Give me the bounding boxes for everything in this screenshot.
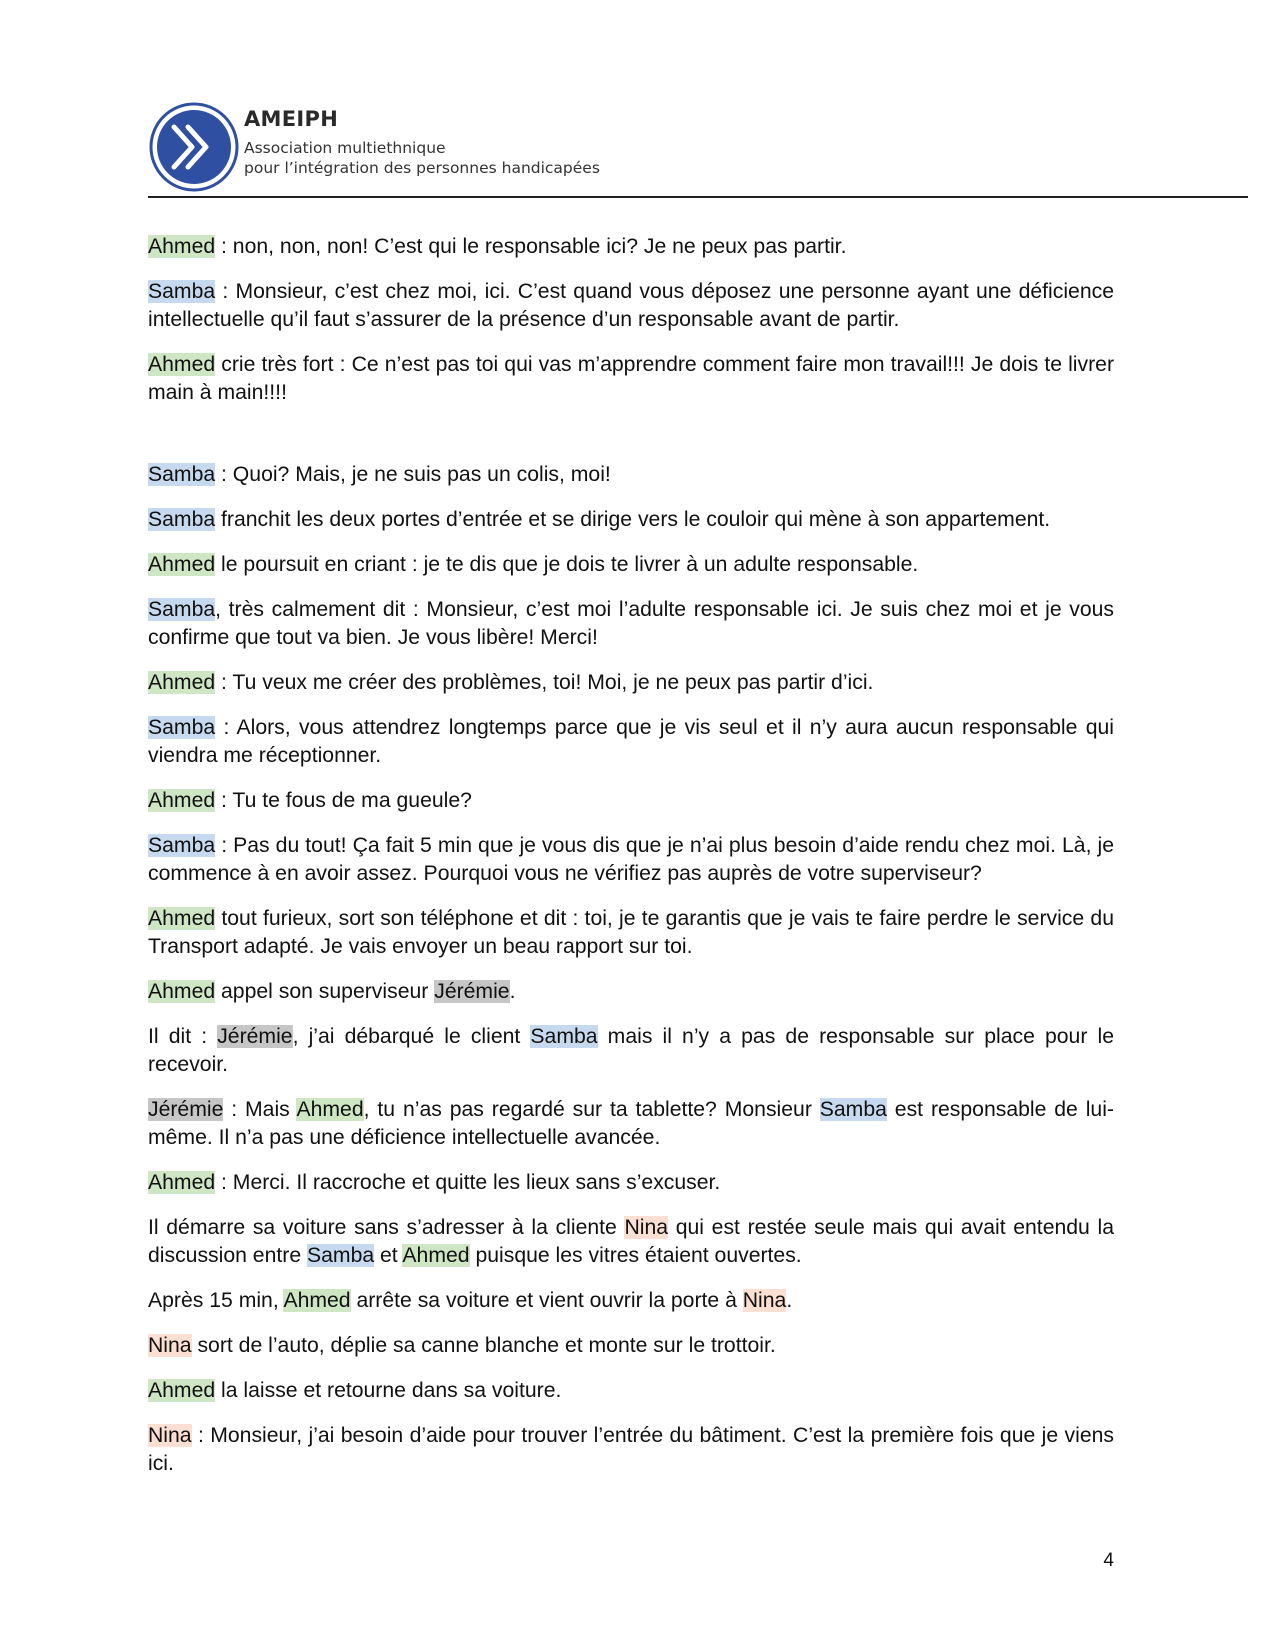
speaker-name-ahmed: Ahmed <box>148 789 216 812</box>
speaker-name-ahmed: Ahmed <box>148 1379 216 1402</box>
dialogue-text: : Alors, vous attendrez longtemps parce que je vis seul et il n’y aura aucun responsable qui viendra me réceptionner. <box>148 716 1114 767</box>
speaker-name-ahmed: Ahmed <box>148 1171 216 1194</box>
dialogue-text: Après 15 min, <box>148 1289 284 1312</box>
speaker-name-ahmed: Ahmed <box>402 1244 470 1267</box>
dialogue-text: : Monsieur, c’est chez moi, ici. C’est quand vous déposez une personne ayant une déficience intellectuelle qu’il faut s’assurer de la présence d’un responsable avant de partir. <box>148 280 1114 331</box>
header-divider <box>148 196 1248 198</box>
speaker-name-ahmed: Ahmed <box>148 907 216 930</box>
dialogue-text: : non, non, non! C’est qui le responsable ici? Je ne peux pas partir. <box>215 235 847 258</box>
speaker-name-ahmed: Ahmed <box>148 980 216 1003</box>
speaker-name-samba: Samba <box>148 834 216 857</box>
dialogue-text: crie très fort : Ce n’est pas toi qui vas m’apprendre comment faire mon travail!!! Je dois te livrer main à main!!!! <box>148 353 1114 404</box>
speaker-name-nina: Nina <box>148 1334 192 1357</box>
org-tagline-line-2: pour l’intégration des personnes handicapées <box>244 159 600 177</box>
speaker-name-jeremie: Jérémie <box>148 1098 224 1121</box>
speaker-name-jeremie: Jérémie <box>434 980 510 1003</box>
dialogue-paragraph <box>148 669 1114 697</box>
speaker-name-samba: Samba <box>819 1098 887 1121</box>
dialogue-paragraph <box>148 1332 1114 1360</box>
dialogue-text: , tu n’as pas regardé sur ta tablette? Monsieur <box>363 1098 820 1121</box>
speaker-name-samba: Samba <box>148 280 216 303</box>
dialogue-text: qui est restée seule mais qui avait entendu la discussion entre <box>148 1216 1114 1267</box>
dialogue-text: et <box>374 1244 403 1267</box>
dialogue-text: tout furieux, sort son téléphone et dit : toi, je te garantis que je vais te faire perdre le service du Transport adapté. Je vais envoyer un beau rapport sur toi. <box>148 907 1114 958</box>
dialogue-paragraph <box>148 832 1114 888</box>
org-name: AMEIPH <box>244 107 339 131</box>
speaker-name-samba: Samba <box>148 463 216 486</box>
speaker-name-jeremie: Jérémie <box>217 1025 293 1048</box>
dialogue-paragraph <box>148 1023 1114 1079</box>
page-number: 4 <box>1103 1550 1114 1571</box>
dialogue-text: le poursuit en criant : je te dis que je dois te livrer à un adulte responsable. <box>215 553 919 576</box>
dialogue-text: puisque les vitres étaient ouvertes. <box>469 1244 802 1267</box>
dialogue-text: : Tu veux me créer des problèmes, toi! Moi, je ne peux pas partir d’ici. <box>215 671 874 694</box>
speaker-name-ahmed: Ahmed <box>148 353 216 376</box>
dialogue-paragraph <box>148 351 1114 407</box>
dialogue-text: : Quoi? Mais, je ne suis pas un colis, moi! <box>215 463 611 486</box>
speaker-name-samba: Samba <box>530 1025 598 1048</box>
dialogue-text: arrête sa voiture et vient ouvrir la porte à <box>350 1289 743 1312</box>
dialogue-text: : Tu te fous de ma gueule? <box>215 789 472 812</box>
dialogue-text: franchit les deux portes d’entrée et se dirige vers le couloir qui mène à son appartement. <box>215 508 1051 531</box>
speaker-name-samba: Samba <box>148 716 216 739</box>
dialogue-text: mais il n’y a pas de responsable sur place pour le recevoir. <box>148 1025 1114 1076</box>
dialogue-text: : Merci. Il raccroche et quitte les lieux sans s’excuser. <box>215 1171 721 1194</box>
dialogue-text: Il démarre sa voiture sans s’adresser à la cliente <box>148 1216 625 1239</box>
dialogue-paragraph <box>148 1169 1114 1197</box>
dialogue-paragraph <box>148 714 1114 770</box>
page-header <box>148 101 1248 201</box>
speaker-name-samba: Samba <box>148 508 216 531</box>
dialogue-paragraph <box>148 1096 1114 1152</box>
dialogue-text: . <box>509 980 516 1003</box>
dialogue-paragraph <box>148 787 1114 815</box>
dialogue-paragraph <box>148 596 1114 652</box>
dialogue-paragraph <box>148 1214 1114 1270</box>
dialogue-text: : Mais <box>223 1098 297 1121</box>
speaker-name-ahmed: Ahmed <box>283 1289 351 1312</box>
speaker-name-ahmed: Ahmed <box>148 671 216 694</box>
dialogue-paragraph <box>148 905 1114 961</box>
dialogue-body <box>148 233 1114 1495</box>
speaker-name-ahmed: Ahmed <box>148 553 216 576</box>
speaker-name-nina: Nina <box>624 1216 669 1239</box>
dialogue-paragraph <box>148 461 1114 489</box>
dialogue-text: , très calmement dit : Monsieur, c’est moi l’adulte responsable ici. Je suis chez moi et je vous confirme que tout va bien. Je vous libère! Merci! <box>148 598 1114 649</box>
dialogue-text: appel son superviseur <box>215 980 435 1003</box>
speaker-name-ahmed: Ahmed <box>148 235 216 258</box>
dialogue-text: la laisse et retourne dans sa voiture. <box>215 1379 562 1402</box>
dialogue-text: est responsable de lui-même. Il n’a pas une déficience intellectuelle avancée. <box>148 1098 1114 1149</box>
dialogue-text: , j’ai débarqué le client <box>292 1025 531 1048</box>
dialogue-paragraph <box>148 978 1114 1006</box>
dialogue-paragraph <box>148 1422 1114 1478</box>
dialogue-paragraph <box>148 233 1114 261</box>
dialogue-text: Il dit : <box>148 1025 218 1048</box>
dialogue-paragraph <box>148 278 1114 334</box>
speaker-name-samba: Samba <box>148 598 216 621</box>
dialogue-paragraph <box>148 1287 1114 1315</box>
dialogue-text: : Monsieur, j’ai besoin d’aide pour trouver l’entrée du bâtiment. C’est la première fois que je viens ici. <box>148 1424 1114 1475</box>
speaker-name-samba: Samba <box>307 1244 375 1267</box>
dialogue-paragraph <box>148 1377 1114 1405</box>
speaker-name-nina: Nina <box>742 1289 787 1312</box>
dialogue-text: : Pas du tout! Ça fait 5 min que je vous dis que je n’ai plus besoin d’aide rendu chez moi. Là, je commence à en avoir assez. Pourquoi vous ne vérifiez pas auprès de votre superviseur? <box>148 834 1114 885</box>
speaker-name-nina: Nina <box>148 1424 192 1447</box>
dialogue-text: . <box>786 1289 793 1312</box>
chevron-circle-logo-icon <box>148 101 240 193</box>
org-tagline-line-1: Association multiethnique <box>244 139 446 157</box>
dialogue-text: sort de l’auto, déplie sa canne blanche et monte sur le trottoir. <box>191 1334 776 1357</box>
speaker-name-ahmed: Ahmed <box>296 1098 364 1121</box>
dialogue-paragraph <box>148 551 1114 579</box>
dialogue-paragraph <box>148 506 1114 534</box>
